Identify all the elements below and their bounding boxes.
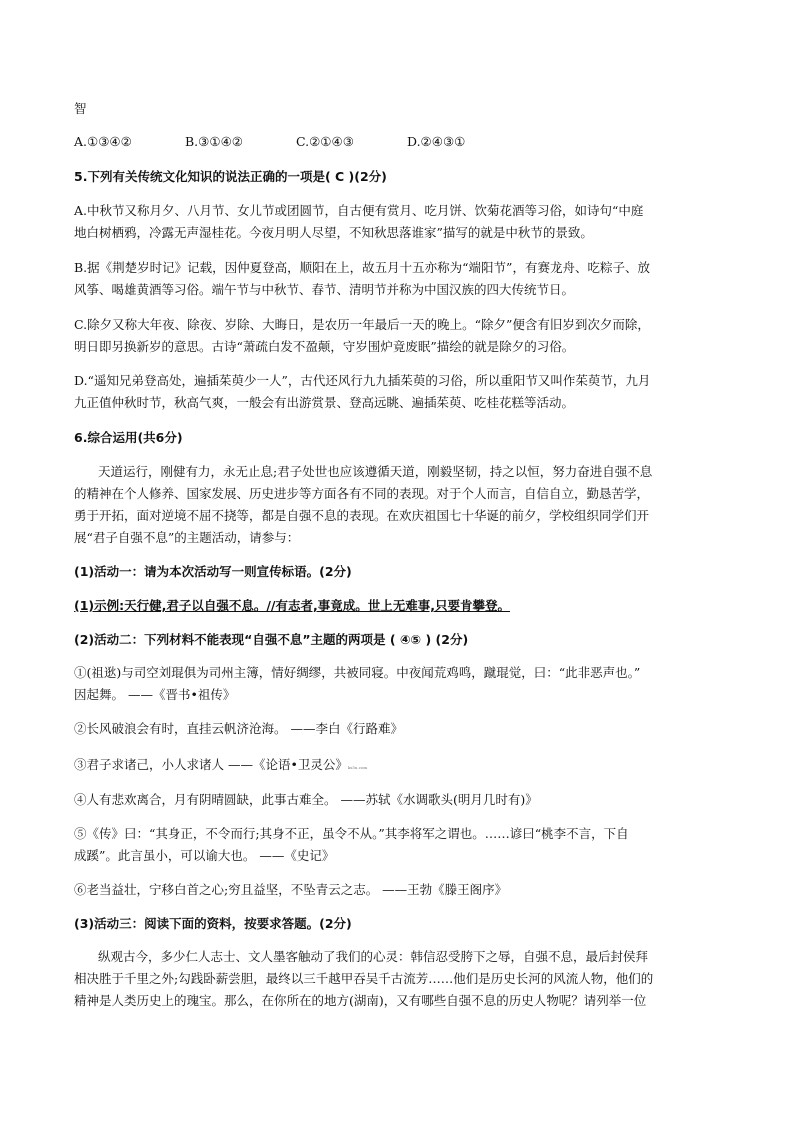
q6-intro-line1: 天道运行，刚健有力，永无止息;君子处世也应该遵循天道，刚毅坚韧，持之以恒，努力奋进自强不息 — [98, 464, 653, 479]
q6-activity3-question: (3)活动三：阅读下面的资料，按要求答题。(2分) — [74, 916, 352, 931]
q5-option-d-line2: 九正值仲秋时节，秋高气爽，一般会有出游赏景、登高远眺、遍插茱萸、吃桂花糕等活动。 — [74, 395, 575, 410]
q6-intro-line2: 的精神在个人修养、国家发展、历史进步等方面各有不同的表现。对于个人而言，自信自立，勤恳苦学， — [74, 486, 650, 501]
q4-tail-text: 智 — [74, 101, 87, 116]
q5-option-c-line1: C.除夕又称大年夜、除夜、岁除、大晦日，是农历一年最后一天的晚上。“除夕”便含有旧岁到次夕而除， — [74, 317, 650, 332]
q5-option-c-line2: 明日即另换新岁的意思。古诗“萧疏白发不盈颠，守岁围炉竟废眠”描绘的就是除夕的习俗。 — [74, 339, 575, 354]
q6-item5-line1: ⑤《传》曰：“其身正，不令而行;其身不正，虽令不从。”其李将军之谓也。……谚曰“桃李不言，下自 — [74, 826, 629, 841]
q6-activity3-text-line2: 相决胜于千里之外;勾践卧薪尝胆，最终以三千越甲吞吴千古流芳……他们是历史长河的风流人物，他们的 — [74, 971, 654, 986]
q5-option-a-line1: A.中秋节又称月夕、八月节、女儿节或团圆节，自古便有赏月、吃月饼、饮菊花酒等习俗，如诗句“中庭 — [74, 203, 644, 218]
q5-option-a-line2: 地白树栖鸦，冷露无声湿桂花。今夜月明人尽望，不知秋思落谁家”描写的就是中秋节的景致。 — [74, 225, 593, 240]
q4-option-c: C.②①④③ — [296, 134, 354, 149]
q6-item2: ②长风破浪会有时，直挂云帆济沧海。 ——李白《行路难》 — [74, 721, 403, 736]
q6-item6: ⑥老当益壮，宁移白首之心;穷且益坚，不坠青云之志。 ——王勃《滕王阁序》 — [74, 882, 508, 897]
q6-item1-line2: 因起舞。 ——《晋书•祖传》 — [74, 687, 236, 702]
q6-item4: ④人有悲欢离合，月有阴晴圆缺，此事古难全。 ——苏轼《水调歌头(明月几时有)》 — [74, 792, 538, 807]
q5-option-d-line1: D.“遥知兄弟登高处，遍插茱萸少一人”，古代还风行九九插茱萸的习俗，所以重阳节又叫作茱萸节，九月 — [74, 373, 651, 388]
q6-intro-line4: 展“君子自强不息”的主题活动，请参与： — [74, 530, 300, 545]
q5-title: 5.下列有关传统文化知识的说法正确的一项是( C )(2分) — [74, 169, 387, 184]
q6-activity2-question: (2)活动二：下列材料不能表现“自强不息”主题的两项是 ( ④⑤ ) (2分) — [74, 632, 469, 647]
q6-item3-row — [74, 754, 734, 779]
q6-title: 6.综合运用(共6分) — [74, 430, 183, 445]
q4-option-b: B.③①④② — [185, 134, 243, 149]
q4-option-a: A.①③④② — [74, 134, 132, 149]
q4-option-d: D.②④③① — [407, 134, 466, 149]
watermark: ks5u.com — [347, 765, 368, 770]
q5-option-b-line1: B.据《荆楚岁时记》记载，因仲夏登高，顺阳在上，故五月十五亦称为“端阳节”，有赛龙舟、吃粽子、放 — [74, 260, 650, 275]
q6-item1-line1: ①(祖逖)与司空刘琨俱为司州主簿，情好绸缪，共被同寝。中夜闻荒鸡鸣，蹴琨觉，曰：“此非恶声也。” — [74, 665, 641, 680]
q6-intro-line3: 勇于开拓，面对逆境不屈不挠等，都是自强不息的表现。在欢庆祖国七十华诞的前夕，学校组织同学们开 — [74, 508, 650, 523]
q6-activity1-answer: (1)示例:天行健,君子以自强不息。//有志者,事竟成。世上无难事,只要肯攀登。 — [74, 598, 510, 613]
q6-activity3-text-line1: 纵观古今，多少仁人志士、文人墨客触动了我们的心灵：韩信忍受胯下之辱，自强不息，最后封侯拜 — [98, 949, 649, 964]
q6-item5-line2: 成蹊”。此言虽小，可以谕大也。 ——《史记》 — [74, 848, 335, 863]
q6-activity1-question: (1)活动一：请为本次活动写一则宣传标语。(2分) — [74, 564, 352, 579]
q5-option-b-line2: 风筝、喝雄黄酒等习俗。端午节与中秋节、春节、清明节并称为中国汉族的四大传统节日。 — [74, 282, 575, 297]
q6-item3: ③君子求诸己，小人求诸人 ——《论语•卫灵公》 — [74, 757, 348, 772]
q6-activity3-text-line3: 精神是人类历史上的瑰宝。那么，在你所在的地方(湖南)，又有哪些自强不息的历史人物呢？请列举一位 — [74, 993, 647, 1008]
q4-options — [74, 131, 734, 153]
